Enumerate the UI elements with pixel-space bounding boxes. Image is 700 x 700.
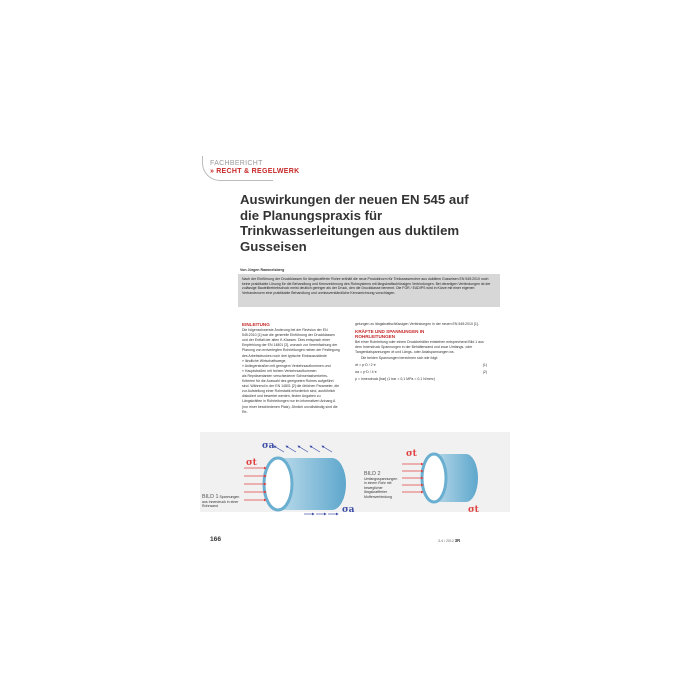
sigma-a-label: σa [342, 505, 355, 515]
section-heading-line: ROHRLEITUNGEN [355, 334, 396, 340]
figure-label: BILD 2 [364, 471, 381, 477]
kicker-topic-label: RECHT & REGELWERK [216, 168, 300, 175]
kicker-topic [210, 168, 299, 175]
intro-paragraph-2: als Repräsentanten verschiedener Schwerlastverkehrs-Kriterien für die Auswahl des geeigneten Rohres aufgeführt sind. Während in der EN 14801 [2] die üblichen Parameter, die zur Aufstellung einer Rohrstatik erforderlich sind, ausführlich diskutiert und bewertet werden, finden Angaben zu Längskräften in Rohrleitungen nur im informativen Anhang A (nur einer beschiedenen Platz). Ähnlich unvollständig sind die Re- [242, 373, 340, 414]
sigma-t-label: σt [406, 449, 417, 459]
pipe-end [422, 454, 446, 502]
article-author: Von Jürgen Rammelsberg [240, 268, 285, 272]
kicker-category: FACHBERICHT [210, 160, 263, 167]
figure-1-caption [202, 495, 240, 509]
section-heading-forces [355, 329, 487, 339]
continuation-paragraph: gelungen zu längskraftschlüssigen Verbindungen in der neuen EN 545:2010 [1]. [355, 322, 479, 326]
sigma-a-label: σa [262, 441, 275, 451]
list-item: » Hauptstraßen mit hohem Verkehrsaufkommen [242, 368, 317, 373]
lead-text: Nach der Einführung der Druckklassen für längskraftfreie Rohre enthält die neue Produktnorm für Trinkwasserrohre aus duktilem Gusseisen EN 545:2010 noch keine praktikable Lösung für die Behandlung und Kennzeichnung des Rohrsystems mit längskraftschlüssigen Verbindungen. Bei derartigen Verbindungen ist der zulässige Bauteilbetriebsdruck meist deutlich geringer als der Druck, den die Druckklasse benennt. Die FGR / EADIPS wird in Kürze mit einer eigenen Verbandsnorm eine praktikable Behandlung und unmissverständliche Kennzeichnung vorschlagen. [242, 277, 491, 295]
magazine-name: 3R [454, 538, 461, 543]
figure-caption-text: Umfangsspannungen in einem Rohr mit beweglicher längskraftfreier Muffenverbindung [364, 476, 398, 499]
page-number: 166 [210, 536, 222, 543]
forces-paragraph: Bei einer Rohrleitung oder einem Druckbehälter entstehen entsprechend Bild 1 aus dem Innendruck Spannungen in der Behälterwand und zwar Umfangs- oder Tangentialspannungen σt und Längs- oder Axialspannungen σa. [355, 340, 484, 355]
column-left [242, 322, 340, 415]
tangential-stress-arrows [402, 464, 423, 492]
column-right [355, 322, 487, 382]
intro-paragraph: Die folgenschwerste Änderung bei der Revision der EN 545:2010 [1] war die generelle Einführung der Druckklassen und der Entfall der alten K-Klassen. Dies entsprach einer Empfehlung der EN 14801 [2], wonach zur Vereinfachung der Planung von erdverlegten Rohrleitungen neben der Festlegung des Arbeitsdruckes noch drei typische Einbauzustände [242, 328, 340, 358]
pipe-end [264, 458, 292, 510]
sigma-t-label: σt [468, 505, 479, 514]
formula-expression: σa = p·D / 4·e [355, 369, 377, 374]
document-page [200, 150, 510, 550]
list-item: » ländliche Wirtschaftswege, [242, 358, 287, 363]
formula-expression: σt = p·D / 2·e [355, 362, 376, 367]
figure-2-caption [364, 472, 398, 500]
formula-legend: p = Innendruck [bar] (1 bar = 0,1 MPa = 0,1 N/mm²) [355, 376, 435, 381]
sigma-t-label: σt [246, 458, 257, 468]
chevron-icon: » [210, 168, 215, 175]
list-item: » Anliegerstraßen mit geringem Verkehrsaufkommen und [242, 363, 331, 368]
formula-number: (1) [482, 362, 487, 367]
tangential-stress-arrows [244, 468, 266, 500]
formula-2 [355, 370, 487, 375]
section-heading-line: KRÄFTE UND SPANNUNGEN IN [355, 329, 425, 335]
figure-label: BILD 1 [202, 494, 219, 500]
formula-intro: Die beiden Spannungen berechnen sich wie folgt: [361, 355, 439, 360]
article-title: Auswirkungen der neuen EN 545 auf die Planungspraxis für Trinkwasserleitungen aus duktilem Gusseisen [240, 192, 469, 254]
figure-caption-text: Spannungen aus Innendruck in einer Rohrwand [202, 495, 240, 509]
formula-number: (2) [482, 369, 487, 374]
formula-1 [355, 363, 487, 368]
section-heading-introduction: EINLEITUNG [242, 322, 270, 327]
figure-2-hoop-stress-diagram [398, 442, 480, 514]
lead-box [238, 274, 500, 307]
section-kicker [210, 160, 299, 175]
figure-1-pipe-stress-diagram [240, 436, 360, 516]
issue-date: 3-4 / 2012 [438, 539, 454, 543]
issue-info [438, 538, 460, 543]
